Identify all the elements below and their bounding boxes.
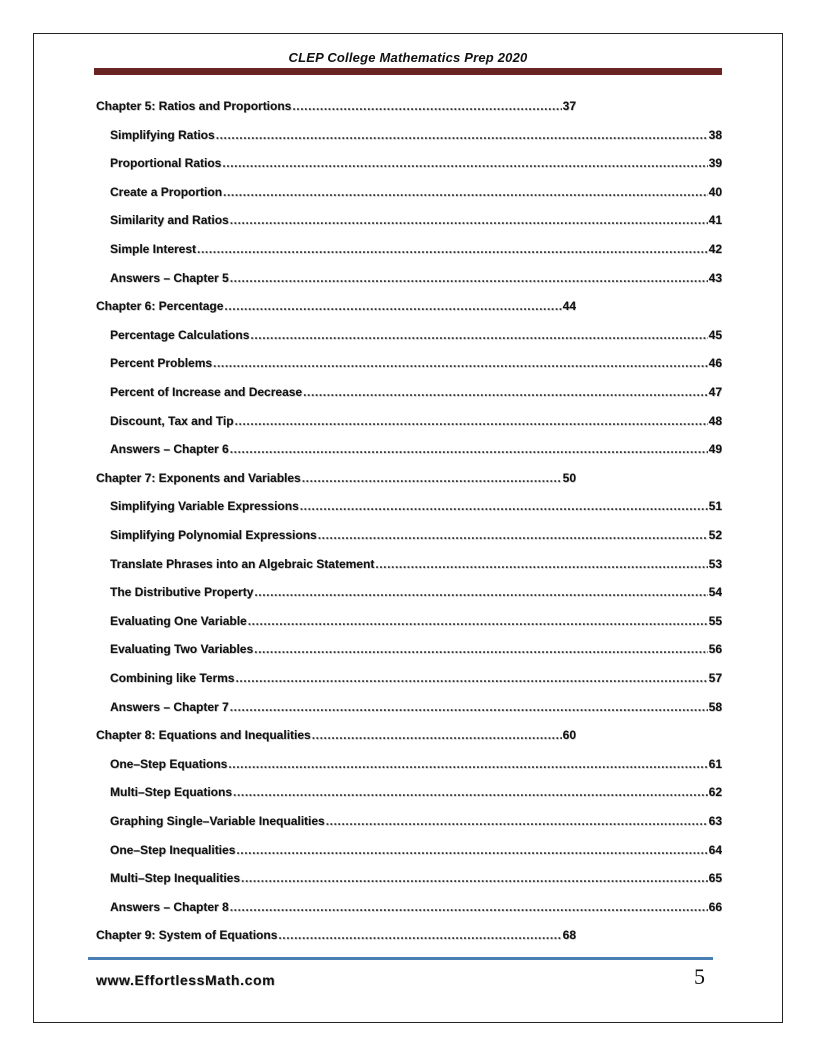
toc-section-entry[interactable] bbox=[110, 356, 722, 370]
toc-entry-page: 48 bbox=[708, 413, 722, 428]
toc-entry-title: Chapter 8: Equations and Inequalities bbox=[96, 728, 311, 743]
toc-entry-title: Answers – Chapter 6 bbox=[110, 442, 229, 457]
page-number: 5 bbox=[694, 964, 705, 989]
toc-entry-page: 51 bbox=[708, 499, 722, 514]
toc-section-entry[interactable] bbox=[110, 499, 722, 513]
toc-entry-page: 53 bbox=[708, 556, 722, 571]
toc-dot-leader bbox=[326, 814, 708, 828]
toc-dot-leader bbox=[254, 642, 707, 656]
toc-entry-title: Multi–Step Inequalities bbox=[110, 871, 241, 886]
toc-entry-page: 50 bbox=[562, 470, 576, 485]
toc-entry-title: Translate Phrases into an Algebraic Statement bbox=[110, 556, 375, 571]
toc-entry-page: 56 bbox=[708, 642, 722, 657]
toc-entry-title: The Distributive Property bbox=[110, 585, 254, 600]
toc-entry-title: Evaluating One Variable bbox=[110, 613, 247, 628]
toc-dot-leader bbox=[230, 271, 708, 285]
toc-section-entry[interactable] bbox=[110, 242, 722, 256]
toc-section-entry[interactable] bbox=[110, 871, 722, 885]
toc-entry-page: 49 bbox=[708, 442, 722, 457]
toc-chapter-entry[interactable] bbox=[96, 299, 576, 313]
toc-entry-page: 44 bbox=[562, 299, 576, 314]
toc-section-entry[interactable] bbox=[110, 328, 722, 342]
toc-entry-title: Proportional Ratios bbox=[110, 156, 222, 171]
footer-rule bbox=[88, 957, 713, 960]
toc-entry-title: Answers – Chapter 7 bbox=[110, 699, 229, 714]
toc-entry-title: Percent Problems bbox=[110, 356, 213, 371]
toc-entry-title: Percent of Increase and Decrease bbox=[110, 385, 303, 399]
toc-entry-page: 62 bbox=[708, 785, 722, 800]
toc-entry-page: 52 bbox=[708, 528, 722, 542]
toc-entry-page: 66 bbox=[708, 899, 722, 914]
toc-dot-leader bbox=[222, 156, 707, 170]
toc-entry-page: 45 bbox=[708, 327, 722, 342]
toc-entry-title: Simple Interest bbox=[110, 242, 197, 256]
toc-entry-page: 61 bbox=[708, 756, 722, 771]
toc-dot-leader bbox=[241, 871, 708, 885]
toc-entry-title: Simplifying Polynomial Expressions bbox=[110, 528, 317, 542]
toc-entry-title: Graphing Single–Variable Inequalities bbox=[110, 814, 325, 828]
toc-section-entry[interactable] bbox=[110, 585, 722, 599]
toc-dot-leader bbox=[250, 328, 707, 342]
toc-entry-page: 68 bbox=[562, 928, 576, 943]
toc-section-entry[interactable] bbox=[110, 156, 722, 170]
toc-entry-page: 42 bbox=[708, 242, 722, 256]
toc-entry-page: 38 bbox=[708, 127, 722, 142]
toc-section-entry[interactable] bbox=[110, 385, 722, 399]
toc-entry-title: Chapter 5: Ratios and Proportions bbox=[96, 99, 292, 113]
toc-entry-page: 43 bbox=[708, 270, 722, 285]
toc-section-entry[interactable] bbox=[110, 757, 722, 771]
toc-entry-title: Multi–Step Equations bbox=[110, 785, 233, 800]
toc-dot-leader bbox=[302, 471, 562, 485]
toc-section-entry[interactable] bbox=[110, 528, 722, 542]
toc-entry-title: Answers – Chapter 5 bbox=[110, 270, 229, 285]
toc-section-entry[interactable] bbox=[110, 785, 722, 799]
toc-chapter-entry[interactable] bbox=[96, 471, 576, 485]
toc-entry-title: Simplifying Variable Expressions bbox=[110, 499, 299, 514]
toc-entry-title: Simplifying Ratios bbox=[110, 127, 215, 142]
toc-section-entry[interactable] bbox=[110, 814, 722, 828]
toc-entry-title: Discount, Tax and Tip bbox=[110, 413, 234, 428]
toc-dot-leader bbox=[230, 213, 708, 227]
toc-section-entry[interactable] bbox=[110, 900, 722, 914]
toc-dot-leader bbox=[223, 185, 708, 199]
toc-entry-page: 41 bbox=[708, 213, 722, 228]
toc-dot-leader bbox=[213, 356, 708, 370]
toc-entry-title: Chapter 9: System of Equations bbox=[96, 928, 278, 943]
toc-dot-leader bbox=[230, 700, 708, 714]
footer-website[interactable]: www.EffortlessMath.com bbox=[96, 972, 276, 988]
toc-section-entry[interactable] bbox=[110, 213, 722, 227]
toc-section-entry[interactable] bbox=[110, 642, 722, 656]
toc-entry-page: 55 bbox=[708, 613, 722, 628]
toc-dot-leader bbox=[235, 414, 708, 428]
toc-dot-leader bbox=[303, 385, 708, 399]
toc-dot-leader bbox=[230, 442, 708, 456]
toc-entry-title: Chapter 7: Exponents and Variables bbox=[96, 470, 301, 485]
toc-dot-leader bbox=[216, 128, 708, 142]
toc-section-entry[interactable] bbox=[110, 671, 722, 685]
toc-section-entry[interactable] bbox=[110, 843, 722, 857]
toc-entry-page: 54 bbox=[708, 585, 722, 600]
toc-dot-leader bbox=[254, 585, 707, 599]
toc-dot-leader bbox=[197, 242, 708, 256]
toc-entry-title: Chapter 6: Percentage bbox=[96, 299, 224, 314]
toc-dot-leader bbox=[300, 499, 708, 513]
toc-dot-leader bbox=[248, 614, 708, 628]
toc-section-entry[interactable] bbox=[110, 557, 722, 571]
toc-dot-leader bbox=[278, 928, 561, 942]
toc-dot-leader bbox=[312, 728, 562, 742]
toc-dot-leader bbox=[236, 843, 707, 857]
toc-dot-leader bbox=[318, 528, 708, 542]
toc-dot-leader bbox=[230, 900, 708, 914]
toc-entry-page: 60 bbox=[562, 728, 576, 743]
toc-entry-title: Answers – Chapter 8 bbox=[110, 899, 229, 914]
toc-section-entry[interactable] bbox=[110, 128, 722, 142]
toc-entry-title: One–Step Equations bbox=[110, 756, 228, 771]
toc-entry-title: Create a Proportion bbox=[110, 184, 223, 199]
page-header-title: CLEP College Mathematics Prep 2020 bbox=[288, 50, 528, 65]
toc-section-entry[interactable] bbox=[110, 414, 722, 428]
toc-entry-title: One–Step Inequalities bbox=[110, 842, 236, 857]
toc-entry-page: 40 bbox=[708, 184, 722, 199]
toc-entry-page: 47 bbox=[708, 385, 722, 399]
toc-section-entry[interactable] bbox=[110, 271, 722, 285]
toc-dot-leader bbox=[292, 99, 561, 113]
toc-entry-title: Similarity and Ratios bbox=[110, 213, 229, 228]
toc-entry-title: Evaluating Two Variables bbox=[110, 642, 254, 657]
toc-entry-page: 57 bbox=[708, 671, 722, 685]
toc-dot-leader bbox=[233, 785, 708, 799]
toc-entry-title: Percentage Calculations bbox=[110, 327, 250, 342]
toc-entry-page: 37 bbox=[562, 99, 576, 113]
toc-section-entry[interactable] bbox=[110, 442, 722, 456]
toc-entry-page: 63 bbox=[708, 814, 722, 828]
toc-section-entry[interactable] bbox=[110, 185, 722, 199]
toc-dot-leader bbox=[224, 299, 561, 313]
toc-chapter-entry[interactable] bbox=[96, 728, 576, 742]
toc-chapter-entry[interactable] bbox=[96, 99, 576, 113]
toc-entry-page: 64 bbox=[708, 842, 722, 857]
toc-dot-leader bbox=[375, 557, 707, 571]
toc-section-entry[interactable] bbox=[110, 700, 722, 714]
toc-entry-page: 58 bbox=[708, 699, 722, 714]
toc-dot-leader bbox=[228, 757, 707, 771]
toc-chapter-entry[interactable] bbox=[96, 928, 576, 942]
toc-entry-page: 65 bbox=[708, 871, 722, 886]
toc-dot-leader bbox=[235, 671, 707, 685]
toc-entry-title: Combining like Terms bbox=[110, 671, 235, 685]
toc-entry-page: 46 bbox=[708, 356, 722, 371]
toc-section-entry[interactable] bbox=[110, 614, 722, 628]
toc-entry-page: 39 bbox=[708, 156, 722, 171]
